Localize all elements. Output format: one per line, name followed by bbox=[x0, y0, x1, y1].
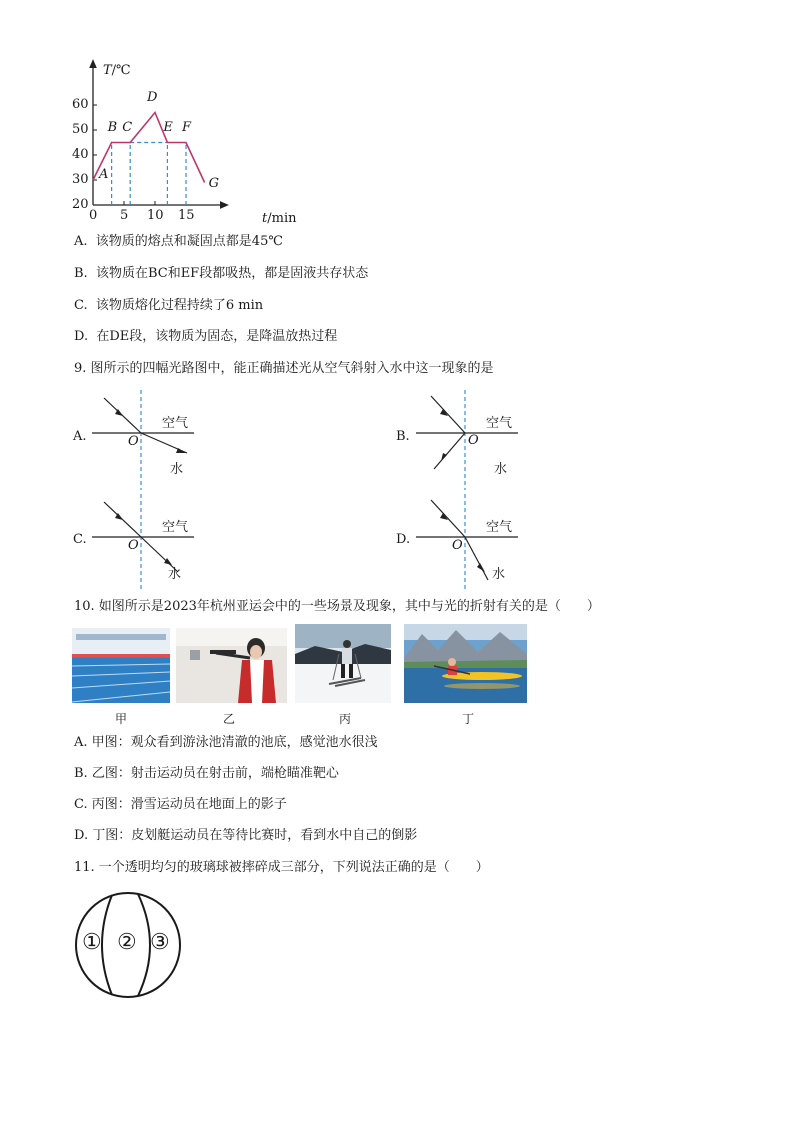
y-tick-label: 40 bbox=[72, 147, 89, 162]
x-tick-label: 0 bbox=[89, 208, 98, 223]
q9-option-a-letter[interactable]: A. bbox=[73, 429, 87, 444]
q10-option-d[interactable]: D. 丁图：皮划艇运动员在等待比赛时，看到水中自己的倒影 bbox=[74, 828, 418, 843]
x-tick-label: 10 bbox=[147, 208, 164, 223]
caption-jia: 甲 bbox=[114, 712, 127, 726]
point-label-c: C bbox=[122, 119, 133, 135]
q9-diagram-a[interactable] bbox=[92, 390, 202, 490]
q9-option-d-letter[interactable]: D. bbox=[396, 532, 411, 547]
caption-ding: 丁 bbox=[461, 712, 474, 726]
q9-b-origin-label: O bbox=[468, 433, 479, 448]
photo-kayak[interactable] bbox=[404, 624, 527, 703]
x-axis-label: t/min bbox=[262, 211, 297, 226]
q10-option-a[interactable]: A. 甲图：观众看到游泳池清澈的池底，感觉池水很浅 bbox=[74, 735, 378, 750]
q9-b-water-label: 水 bbox=[494, 462, 508, 477]
photo-shooting[interactable] bbox=[176, 628, 287, 703]
x-tick-label: 5 bbox=[120, 208, 129, 223]
q8-option-c[interactable]: C. 该物质熔化过程持续了6 min bbox=[74, 298, 264, 313]
q9-d-water-label: 水 bbox=[492, 567, 506, 582]
point-label-f: F bbox=[182, 119, 192, 135]
q8-option-b[interactable]: B. 该物质在BC和EF段都吸热，都是固液共存状态 bbox=[74, 266, 369, 281]
caption-yi: 乙 bbox=[222, 712, 235, 726]
q9-a-air-label: 空气 bbox=[162, 416, 189, 431]
photo-skiing[interactable] bbox=[295, 624, 391, 703]
point-label-a: A bbox=[99, 167, 109, 182]
q11-stem: 11. 一个透明均匀的玻璃球被摔碎成三部分，下列说法正确的是（ ） bbox=[74, 860, 489, 875]
part-label-2: ② bbox=[117, 930, 137, 955]
q9-c-water-label: 水 bbox=[168, 567, 182, 582]
q8-option-a[interactable]: A. 该物质的熔点和凝固点都是45℃ bbox=[74, 234, 283, 249]
q9-d-origin-label: O bbox=[452, 538, 463, 553]
q10-option-b[interactable]: B. 乙图：射击运动员在射击前，端枪瞄准靶心 bbox=[74, 766, 339, 781]
y-tick-label: 60 bbox=[72, 97, 89, 112]
part-label-1: ① bbox=[82, 930, 102, 955]
q8-option-d[interactable]: D. 在DE段，该物质为固态，是降温放热过程 bbox=[74, 329, 338, 344]
q9-a-origin-label: O bbox=[128, 434, 139, 449]
q9-diagram-d[interactable] bbox=[416, 494, 526, 589]
q9-option-b-letter[interactable]: B. bbox=[396, 429, 410, 444]
y-tick-label: 20 bbox=[72, 197, 89, 212]
part-label-3: ③ bbox=[150, 930, 170, 955]
y-tick-label: 50 bbox=[72, 122, 89, 137]
q9-c-origin-label: O bbox=[128, 538, 139, 553]
q9-diagram-c[interactable] bbox=[92, 494, 202, 589]
point-label-d: D bbox=[147, 89, 158, 105]
q9-d-air-label: 空气 bbox=[486, 520, 513, 535]
point-label-e: E bbox=[163, 119, 173, 135]
point-label-g: G bbox=[208, 175, 219, 191]
q10-stem: 10. 如图所示是2023年杭州亚运会中的一些场景及现象，其中与光的折射有关的是（ ） bbox=[74, 599, 600, 614]
q9-stem: 9. 图所示的四幅光路图中，能正确描述光从空气斜射入水中这一现象的是 bbox=[74, 361, 494, 376]
point-label-b: B bbox=[107, 119, 118, 135]
x-tick-label: 15 bbox=[178, 208, 195, 223]
q9-a-water-label: 水 bbox=[170, 462, 184, 477]
q9-c-air-label: 空气 bbox=[162, 520, 189, 535]
q10-option-c[interactable]: C. 丙图：滑雪运动员在地面上的影子 bbox=[74, 797, 287, 812]
caption-bing: 丙 bbox=[338, 712, 351, 726]
q9-option-c-letter[interactable]: C. bbox=[73, 532, 87, 547]
q9-b-air-label: 空气 bbox=[486, 416, 513, 431]
y-tick-label: 30 bbox=[72, 172, 89, 187]
photo-swimming-pool[interactable] bbox=[72, 628, 170, 703]
y-axis-label: T/℃ bbox=[103, 63, 131, 78]
